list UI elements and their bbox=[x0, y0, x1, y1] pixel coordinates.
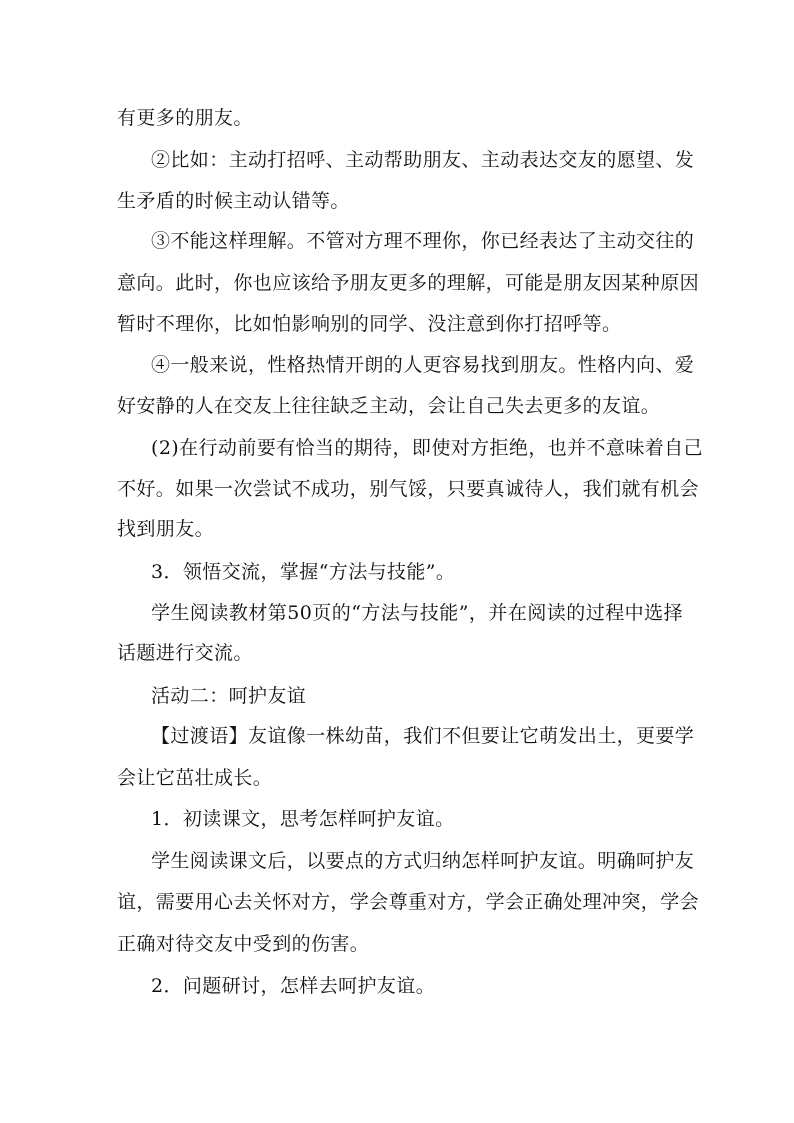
paragraph-line: ③不能这样理解。不管对方理不理你，你已经表达了主动交往的 bbox=[151, 230, 695, 252]
paragraph-line: ②比如：主动打招呼、主动帮助朋友、主动表达交友的愿望、发 bbox=[151, 149, 695, 171]
paragraph-line: 正确对待交友中受到的伤害。 bbox=[117, 933, 370, 955]
paragraph-line: 学生阅读教材第50页的“方法与技能”，并在阅读的过程中选择 bbox=[151, 602, 683, 624]
paragraph-line: 意向。此时，你也应该给予朋友更多的理解，可能是朋友因某种原因 bbox=[117, 272, 700, 294]
paragraph-line: 会让它茁壮成长。 bbox=[117, 767, 273, 789]
paragraph-line: 谊，需要用心去关怀对方，学会尊重对方，学会正确处理冲突，学会 bbox=[117, 891, 700, 913]
section-heading: 1．初读课文，思考怎样呵护友谊。 bbox=[151, 808, 455, 830]
paragraph-line: 暂时不理你，比如怕影响别的同学、没注意到你打招呼等。 bbox=[117, 313, 622, 335]
paragraph-line: 【过渡语】友谊像一株幼苗，我们不但要让它萌发出土，更要学 bbox=[151, 725, 695, 747]
paragraph-line: 学生阅读课文后，以要点的方式归纳怎样呵护友谊。明确呵护友 bbox=[151, 850, 695, 872]
activity-heading: 活动二：呵护友谊 bbox=[151, 685, 307, 707]
paragraph-line: 找到朋友。 bbox=[117, 518, 215, 540]
paragraph-line: 生矛盾的时候主动认错等。 bbox=[117, 190, 350, 212]
paragraph-line: 好安静的人在交友上往往缺乏主动，会让自己失去更多的友谊。 bbox=[117, 395, 661, 417]
paragraph-line: 有更多的朋友。 bbox=[117, 107, 253, 129]
paragraph-line: (2)在行动前要有恰当的期待，即使对方拒绝，也并不意味着自己 bbox=[151, 437, 703, 459]
section-heading: 2．问题研讨，怎样去呵护友谊。 bbox=[151, 975, 436, 997]
section-heading: 3．领悟交流，掌握“方法与技能”。 bbox=[151, 561, 456, 583]
paragraph-line: 不好。如果一次尝试不成功，别气馁，只要真诚待人，我们就有机会 bbox=[117, 478, 700, 500]
paragraph-line: 话题进行交流。 bbox=[117, 642, 253, 664]
paragraph-line: ④一般来说，性格热情开朗的人更容易找到朋友。性格内向、爱 bbox=[151, 354, 695, 376]
